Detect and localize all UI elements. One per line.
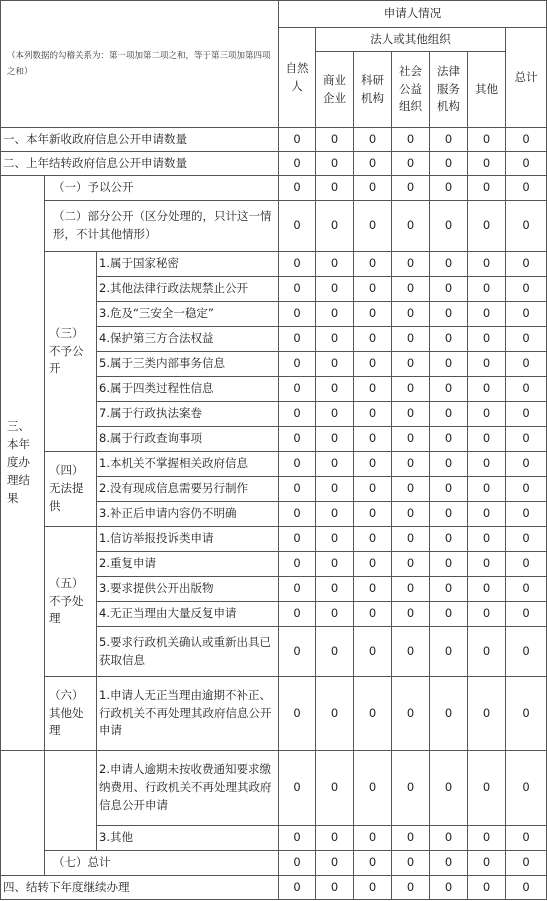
cell: 0 xyxy=(316,502,354,527)
header-legal-org: 法人或其他组织 xyxy=(316,28,506,52)
cell: 0 xyxy=(506,577,547,602)
cell: 0 xyxy=(316,876,354,900)
row-label: 3.要求提供公开出版物 xyxy=(97,577,279,602)
cell: 0 xyxy=(392,851,430,876)
cell: 0 xyxy=(506,302,547,327)
row-label: 二、上年结转政府信息公开申请数量 xyxy=(1,152,279,176)
cell: 0 xyxy=(468,677,506,751)
cell: 0 xyxy=(392,128,430,152)
cell: 0 xyxy=(354,477,392,502)
cell: 0 xyxy=(506,477,547,502)
cell: 0 xyxy=(279,402,316,427)
cell: 0 xyxy=(392,302,430,327)
cell: 0 xyxy=(506,427,547,452)
cell: 0 xyxy=(354,502,392,527)
cell: 0 xyxy=(279,327,316,352)
cell: 0 xyxy=(354,128,392,152)
row-label: 4.无正当理由大量反复申请 xyxy=(97,602,279,627)
cell: 0 xyxy=(506,402,547,427)
cell: 0 xyxy=(279,876,316,900)
cell: 0 xyxy=(279,128,316,152)
cell: 0 xyxy=(392,552,430,577)
cell: 0 xyxy=(506,826,547,851)
row-label: （一）予以公开 xyxy=(45,176,279,201)
cell: 0 xyxy=(506,176,547,201)
cell: 0 xyxy=(506,552,547,577)
row-label: 一、本年新收政府信息公开申请数量 xyxy=(1,128,279,152)
cell: 0 xyxy=(430,452,468,477)
cell: 0 xyxy=(392,826,430,851)
cell: 0 xyxy=(506,602,547,627)
cell: 0 xyxy=(430,602,468,627)
cell: 0 xyxy=(354,452,392,477)
cell: 0 xyxy=(468,128,506,152)
row-label: 8.属于行政查询事项 xyxy=(97,427,279,452)
cell: 0 xyxy=(279,602,316,627)
group-label: （五）不予处理 xyxy=(45,527,97,677)
cell: 0 xyxy=(430,502,468,527)
table-row xyxy=(1,128,547,152)
cell: 0 xyxy=(506,327,547,352)
cell: 0 xyxy=(354,677,392,751)
cell: 0 xyxy=(392,602,430,627)
cell: 0 xyxy=(506,502,547,527)
cell: 0 xyxy=(279,577,316,602)
cell: 0 xyxy=(506,677,547,751)
cell: 0 xyxy=(354,876,392,900)
cell: 0 xyxy=(354,277,392,302)
group-continuation xyxy=(45,751,97,851)
cell: 0 xyxy=(316,627,354,677)
cell: 0 xyxy=(354,377,392,402)
cell: 0 xyxy=(316,327,354,352)
cell: 0 xyxy=(506,627,547,677)
header-research: 科研机构 xyxy=(354,52,392,128)
cell: 0 xyxy=(279,201,316,252)
cell: 0 xyxy=(354,552,392,577)
row-label: 3.危及“三安全一稳定” xyxy=(97,302,279,327)
cell: 0 xyxy=(468,327,506,352)
cell: 0 xyxy=(506,751,547,826)
cell: 0 xyxy=(430,477,468,502)
header-legal-service: 法律服务机构 xyxy=(430,52,468,128)
cell: 0 xyxy=(468,277,506,302)
cell: 0 xyxy=(506,201,547,252)
cell: 0 xyxy=(430,128,468,152)
calc-note: （本列数据的勾稽关系为：第一项加第二项之和，等于第三项加第四项之和） xyxy=(1,1,279,128)
cell: 0 xyxy=(430,176,468,201)
cell: 0 xyxy=(354,627,392,677)
cell: 0 xyxy=(316,427,354,452)
cell: 0 xyxy=(430,427,468,452)
cell: 0 xyxy=(506,527,547,552)
cell: 0 xyxy=(279,826,316,851)
table-row xyxy=(1,876,547,900)
group-label: （三）不予公开 xyxy=(45,252,97,452)
cell: 0 xyxy=(468,602,506,627)
group-label: （六）其他处理 xyxy=(45,677,97,751)
table-row xyxy=(1,252,547,277)
cell: 0 xyxy=(468,577,506,602)
cell: 0 xyxy=(316,826,354,851)
cell: 0 xyxy=(392,502,430,527)
cell: 0 xyxy=(316,277,354,302)
cell: 0 xyxy=(316,352,354,377)
cell: 0 xyxy=(316,677,354,751)
cell: 0 xyxy=(430,851,468,876)
table-row xyxy=(1,527,547,552)
cell: 0 xyxy=(430,751,468,826)
cell: 0 xyxy=(354,201,392,252)
cell: 0 xyxy=(468,427,506,452)
cell: 0 xyxy=(430,252,468,277)
cell: 0 xyxy=(316,552,354,577)
cell: 0 xyxy=(468,402,506,427)
row-label: 6.属于四类过程性信息 xyxy=(97,377,279,402)
cell: 0 xyxy=(316,402,354,427)
cell: 0 xyxy=(354,826,392,851)
cell: 0 xyxy=(279,427,316,452)
table-row xyxy=(1,152,547,176)
header-other: 其他 xyxy=(468,52,506,128)
cell: 0 xyxy=(392,876,430,900)
table-row xyxy=(1,751,547,826)
cell: 0 xyxy=(392,427,430,452)
cell: 0 xyxy=(279,176,316,201)
cell: 0 xyxy=(316,452,354,477)
cell: 0 xyxy=(279,552,316,577)
section-3-label: 三、本年度办理结果 xyxy=(1,176,45,751)
row-label: 2.其他法律行政法规禁止公开 xyxy=(97,277,279,302)
row-label: 5.属于三类内部事务信息 xyxy=(97,352,279,377)
cell: 0 xyxy=(506,452,547,477)
header-social: 社会公益组织 xyxy=(392,52,430,128)
cell: 0 xyxy=(430,677,468,751)
cell: 0 xyxy=(506,277,547,302)
cell: 0 xyxy=(354,302,392,327)
cell: 0 xyxy=(468,176,506,201)
row-label: （二）部分公开（区分处理的，只计这一情形，不计其他情形） xyxy=(45,201,279,252)
cell: 0 xyxy=(316,602,354,627)
cell: 0 xyxy=(430,826,468,851)
cell: 0 xyxy=(354,402,392,427)
cell: 0 xyxy=(392,152,430,176)
cell: 0 xyxy=(354,602,392,627)
cell: 0 xyxy=(279,851,316,876)
cell: 0 xyxy=(468,826,506,851)
table-row xyxy=(1,677,547,751)
table-row xyxy=(1,851,547,876)
table-row xyxy=(1,176,547,201)
cell: 0 xyxy=(279,452,316,477)
cell: 0 xyxy=(468,751,506,826)
cell: 0 xyxy=(506,152,547,176)
cell: 0 xyxy=(392,327,430,352)
cell: 0 xyxy=(392,577,430,602)
cell: 0 xyxy=(468,627,506,677)
row-label: 2.没有现成信息需要另行制作 xyxy=(97,477,279,502)
cell: 0 xyxy=(316,527,354,552)
cell: 0 xyxy=(392,677,430,751)
row-label: 2.申请人逾期未按收费通知要求缴纳费用、行政机关不再处理其政府信息公开申请 xyxy=(97,751,279,826)
cell: 0 xyxy=(468,527,506,552)
cell: 0 xyxy=(392,751,430,826)
cell: 0 xyxy=(506,252,547,277)
cell: 0 xyxy=(430,552,468,577)
cell: 0 xyxy=(430,302,468,327)
cell: 0 xyxy=(468,302,506,327)
cell: 0 xyxy=(354,851,392,876)
cell: 0 xyxy=(430,377,468,402)
cell: 0 xyxy=(468,377,506,402)
table-row xyxy=(1,201,547,252)
cell: 0 xyxy=(316,152,354,176)
cell: 0 xyxy=(506,851,547,876)
cell: 0 xyxy=(279,477,316,502)
cell: 0 xyxy=(392,252,430,277)
cell: 0 xyxy=(279,627,316,677)
cell: 0 xyxy=(468,252,506,277)
cell: 0 xyxy=(468,502,506,527)
header-natural-person: 自然人 xyxy=(279,28,316,128)
row-label: （七）总计 xyxy=(45,851,279,876)
cell: 0 xyxy=(354,751,392,826)
cell: 0 xyxy=(279,502,316,527)
cell: 0 xyxy=(279,152,316,176)
cell: 0 xyxy=(316,201,354,252)
cell: 0 xyxy=(392,352,430,377)
row-label: 1.信访举报投诉类申请 xyxy=(97,527,279,552)
cell: 0 xyxy=(392,277,430,302)
cell: 0 xyxy=(430,627,468,677)
cell: 0 xyxy=(279,352,316,377)
cell: 0 xyxy=(392,377,430,402)
header-business: 商业企业 xyxy=(316,52,354,128)
cell: 0 xyxy=(468,152,506,176)
cell: 0 xyxy=(392,402,430,427)
cell: 0 xyxy=(316,252,354,277)
cell: 0 xyxy=(506,352,547,377)
cell: 0 xyxy=(392,452,430,477)
section-3-continuation xyxy=(1,751,45,876)
cell: 0 xyxy=(316,176,354,201)
row-label: 1.申请人无正当理由逾期不补正、行政机关不再处理其政府信息公开申请 xyxy=(97,677,279,751)
row-label: 3.补正后申请内容仍不明确 xyxy=(97,502,279,527)
cell: 0 xyxy=(279,527,316,552)
row-label: 3.其他 xyxy=(97,826,279,851)
cell: 0 xyxy=(279,277,316,302)
header-applicant: 申请人情况 xyxy=(279,1,547,28)
cell: 0 xyxy=(468,552,506,577)
cell: 0 xyxy=(506,377,547,402)
cell: 0 xyxy=(354,327,392,352)
cell: 0 xyxy=(468,851,506,876)
cell: 0 xyxy=(468,876,506,900)
row-label: 5.要求行政机关确认或重新出具已获取信息 xyxy=(97,627,279,677)
cell: 0 xyxy=(354,252,392,277)
cell: 0 xyxy=(506,876,547,900)
row-label: 1.本机关不掌握相关政府信息 xyxy=(97,452,279,477)
row-label: 4.保护第三方合法权益 xyxy=(97,327,279,352)
cell: 0 xyxy=(468,352,506,377)
cell: 0 xyxy=(392,527,430,552)
cell: 0 xyxy=(430,201,468,252)
cell: 0 xyxy=(354,527,392,552)
cell: 0 xyxy=(468,201,506,252)
cell: 0 xyxy=(316,477,354,502)
row-label: 7.属于行政执法案卷 xyxy=(97,402,279,427)
cell: 0 xyxy=(392,627,430,677)
cell: 0 xyxy=(279,252,316,277)
cell: 0 xyxy=(430,277,468,302)
cell: 0 xyxy=(316,302,354,327)
cell: 0 xyxy=(279,677,316,751)
cell: 0 xyxy=(316,851,354,876)
cell: 0 xyxy=(430,352,468,377)
cell: 0 xyxy=(430,876,468,900)
row-label: 四、结转下年度继续办理 xyxy=(1,876,279,900)
cell: 0 xyxy=(392,477,430,502)
cell: 0 xyxy=(316,577,354,602)
row-label: 2.重复申请 xyxy=(97,552,279,577)
cell: 0 xyxy=(430,527,468,552)
cell: 0 xyxy=(316,751,354,826)
cell: 0 xyxy=(392,201,430,252)
table-row xyxy=(1,452,547,477)
cell: 0 xyxy=(279,377,316,402)
cell: 0 xyxy=(430,152,468,176)
cell: 0 xyxy=(354,427,392,452)
cell: 0 xyxy=(430,327,468,352)
cell: 0 xyxy=(468,477,506,502)
cell: 0 xyxy=(316,128,354,152)
disclosure-table-bottom xyxy=(0,750,547,900)
cell: 0 xyxy=(392,176,430,201)
cell: 0 xyxy=(279,751,316,826)
cell: 0 xyxy=(468,452,506,477)
cell: 0 xyxy=(354,352,392,377)
cell: 0 xyxy=(354,577,392,602)
cell: 0 xyxy=(506,128,547,152)
cell: 0 xyxy=(354,152,392,176)
cell: 0 xyxy=(279,302,316,327)
header-total: 总计 xyxy=(506,28,547,128)
cell: 0 xyxy=(430,402,468,427)
cell: 0 xyxy=(430,577,468,602)
cell: 0 xyxy=(316,377,354,402)
group-label: （四）无法提供 xyxy=(45,452,97,527)
row-label: 1.属于国家秘密 xyxy=(97,252,279,277)
cell: 0 xyxy=(354,176,392,201)
